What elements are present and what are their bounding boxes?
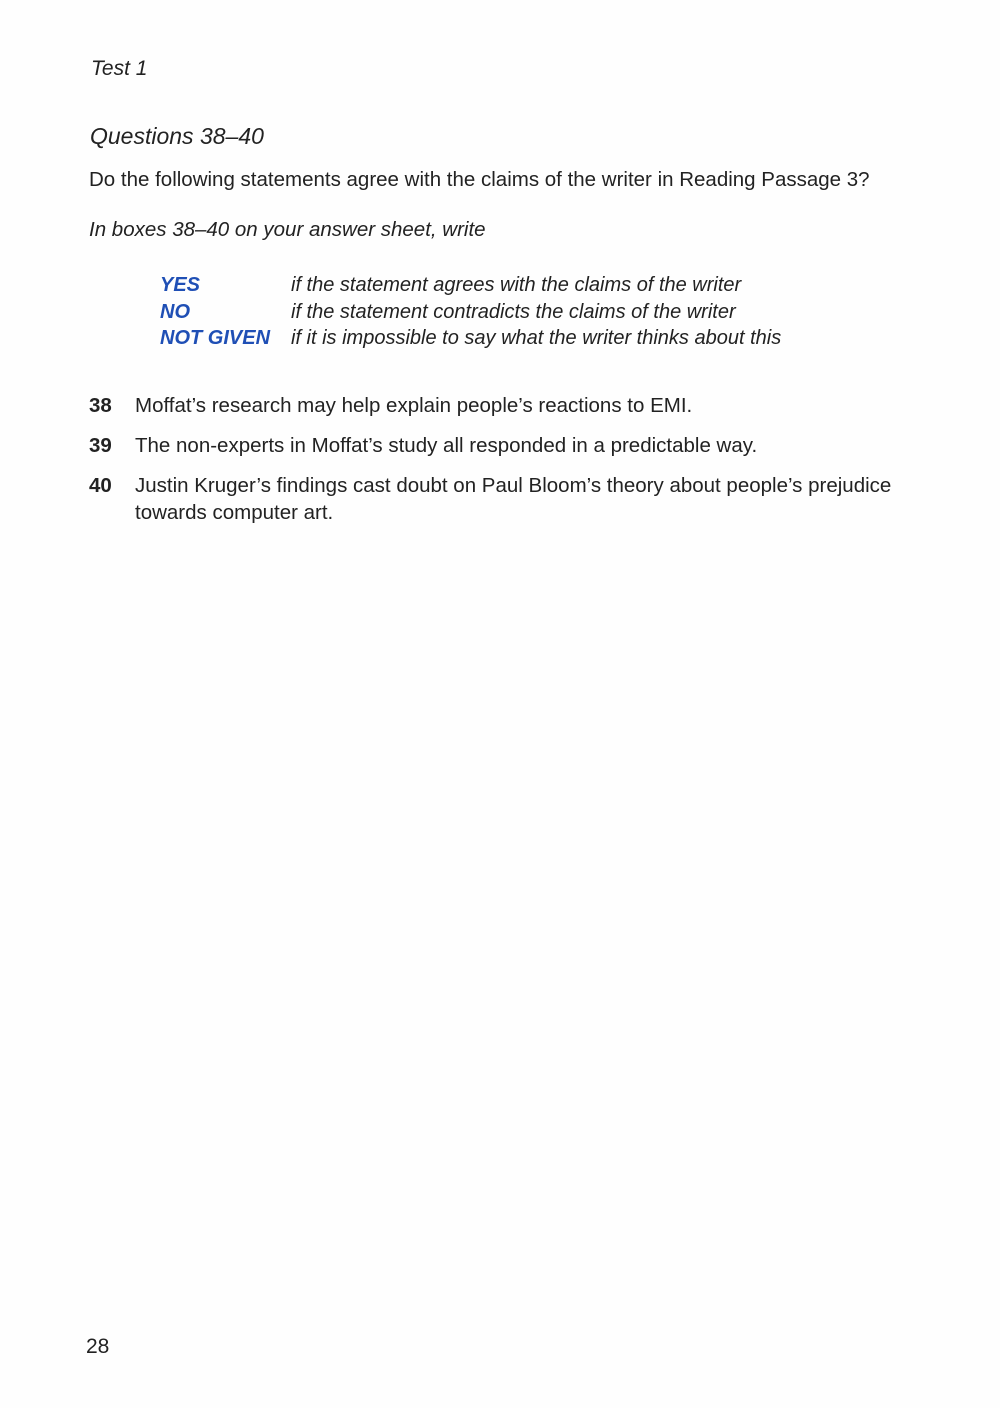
key-row-not-given (160, 327, 781, 354)
question-text: Moffat’s research may help explain people’s reactions to EMI. (135, 394, 693, 417)
key-row-no (160, 301, 781, 328)
instruction-text: Do the following statements agree with the claims of the writer in Reading Passage 3? (89, 168, 870, 191)
answer-instruction-text: In boxes 38–40 on your answer sheet, write (89, 218, 486, 241)
key-definition: if the statement agrees with the claims of the writer (291, 274, 742, 296)
questions-heading: Questions 38–40 (90, 123, 264, 149)
key-term: YES (160, 274, 201, 296)
key-term: NO (160, 300, 190, 323)
question-40 (89, 472, 905, 526)
question-number: 38 (89, 394, 112, 417)
answer-key (160, 274, 781, 354)
question-number: 40 (89, 474, 112, 497)
key-definition: if it is impossible to say what the writer thinks about this (291, 327, 782, 349)
question-text: The non-experts in Moffat’s study all responded in a predictable way. (135, 434, 758, 457)
key-row-yes (160, 274, 781, 301)
question-38 (89, 392, 905, 419)
question-number: 39 (89, 434, 112, 457)
question-39 (89, 432, 905, 459)
key-term: NOT GIVEN (160, 327, 271, 349)
question-text: Justin Kruger’s findings cast doubt on Paul Bloom’s theory about people’s prejudice towards computer art. (135, 474, 892, 524)
page-number: 28 (86, 1335, 110, 1358)
key-definition: if the statement contradicts the claims of the writer (291, 300, 736, 323)
running-head: Test 1 (91, 57, 148, 80)
